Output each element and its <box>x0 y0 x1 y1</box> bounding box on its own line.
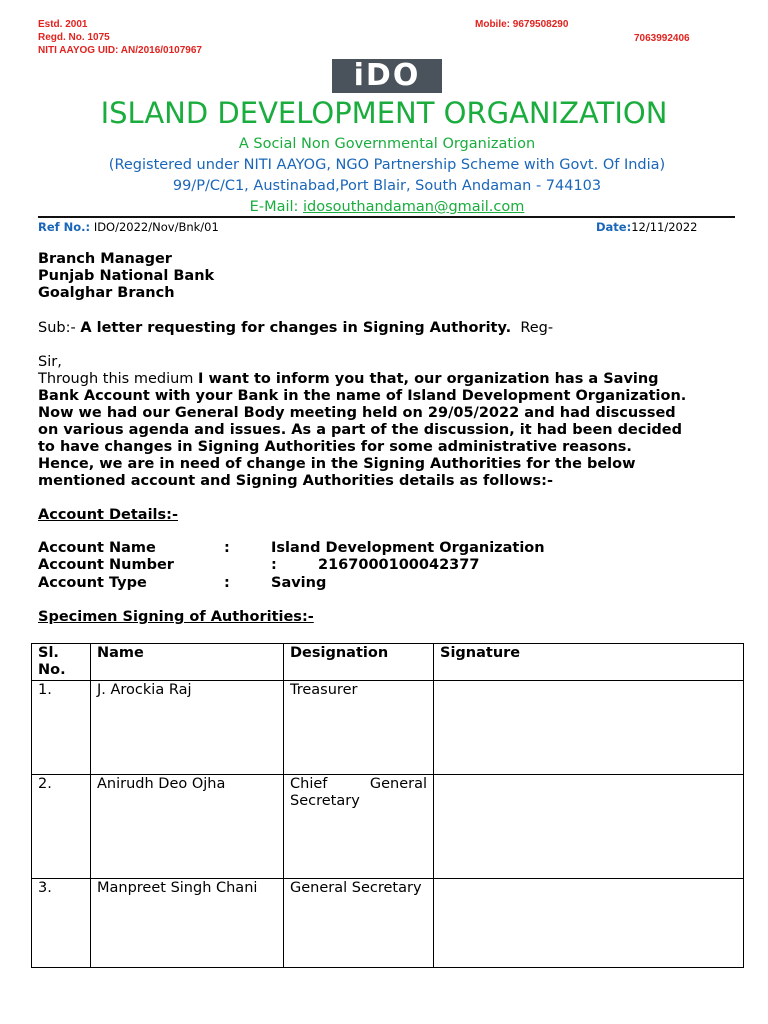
reference-number <box>38 220 219 234</box>
table-row <box>32 775 744 879</box>
body-line-5: to have changes in Signing Authorities for some administrative reasons. <box>38 439 632 455</box>
subject-suffix: Reg- <box>520 320 554 336</box>
recipient-title: Branch Manager <box>38 251 172 267</box>
account-number-label: Account Number <box>38 557 174 573</box>
account-details-heading: Account Details:- <box>38 507 178 523</box>
mobile-number: Mobile: 9679508290 <box>475 19 569 30</box>
row-designation: Treasurer <box>284 681 434 775</box>
body-bold-1: I want to inform you that, our organization has a Saving <box>198 371 659 387</box>
mobile-number-2: 7063992406 <box>634 33 690 44</box>
account-number-value: 2167000100042377 <box>318 557 480 573</box>
body-line-1 <box>38 371 731 388</box>
estd-text: Estd. 2001 <box>38 19 88 30</box>
row-designation: General Secretary <box>284 879 434 968</box>
header-divider <box>38 216 735 218</box>
table-row <box>32 879 744 968</box>
date-label: Date: <box>596 220 632 234</box>
date-value: 12/11/2022 <box>631 220 698 234</box>
email-label: E-Mail: <box>249 199 299 215</box>
body-line-2: Bank Account with your Bank in the name of Island Development Organization. <box>38 388 687 404</box>
recipient-bank: Punjab National Bank <box>38 268 215 284</box>
col-header-designation: Designation <box>284 644 434 681</box>
account-name-label: Account Name <box>38 540 156 556</box>
row-sl: 1. <box>32 681 91 775</box>
recipient-branch: Goalghar Branch <box>38 285 175 301</box>
account-number-sep: : <box>271 557 277 573</box>
regd-number: Regd. No. 1075 <box>38 32 110 43</box>
email-link[interactable]: idosouthandaman@gmail.com <box>303 199 525 215</box>
signature-box[interactable] <box>434 681 744 775</box>
ref-value: IDO/2022/Nov/Bnk/01 <box>93 220 219 234</box>
row-name: Anirudh Deo Ojha <box>91 775 284 879</box>
body-line-4: on various agenda and issues. As a part of the discussion, it had been decided <box>38 422 683 438</box>
body-line-7: mentioned account and Signing Authorities details as follows:- <box>38 473 553 489</box>
account-name-sep: : <box>224 540 230 556</box>
ido-logo: iDO <box>332 59 442 93</box>
letter-date <box>596 220 698 234</box>
email-line <box>0 197 768 218</box>
col-header-signature: Signature <box>434 644 744 681</box>
account-type-value: Saving <box>271 575 327 591</box>
account-name-value: Island Development Organization <box>271 540 545 556</box>
account-type-label: Account Type <box>38 575 147 591</box>
specimen-heading: Specimen Signing of Authorities:- <box>38 609 314 625</box>
niti-uid: NITI AAYOG UID: AN/2016/0107967 <box>38 45 202 56</box>
subject-text: A letter requesting for changes in Signing Authority. <box>80 320 512 336</box>
subject-line <box>38 320 553 337</box>
subject-prefix: Sub:- <box>38 320 76 336</box>
salutation: Sir, <box>38 354 62 370</box>
col-header-name: Name <box>91 644 284 681</box>
table-header-row <box>32 644 744 681</box>
account-type-sep: : <box>224 575 230 591</box>
body-line-3: Now we had our General Body meeting held on 29/05/2022 and had discussed <box>38 405 676 421</box>
col-header-sl: Sl. No. <box>32 644 91 681</box>
row-name: Manpreet Singh Chani <box>91 879 284 968</box>
tagline: A Social Non Governmental Organization <box>238 136 536 152</box>
registration-line: (Registered under NITI AAYOG, NGO Partnership Scheme with Govt. Of India) <box>108 157 666 173</box>
body-intro: Through this medium <box>38 371 194 387</box>
signature-box[interactable] <box>434 775 744 879</box>
body-paragraph <box>38 371 731 490</box>
signature-box[interactable] <box>434 879 744 968</box>
row-designation <box>284 775 434 879</box>
address-line: 99/P/C/C1, Austinabad,Port Blair, South Andaman - 744103 <box>172 178 602 194</box>
row-name: J. Arockia Raj <box>91 681 284 775</box>
designation-line-1: Chief General <box>290 776 427 792</box>
designation-line-2: Secretary <box>290 793 360 809</box>
table-row <box>32 681 744 775</box>
ref-label: Ref No.: <box>38 220 91 234</box>
body-line-6: Hence, we are in need of change in the Signing Authorities for the below <box>38 456 636 472</box>
organization-title: ISLAND DEVELOPMENT ORGANIZATION <box>100 96 668 130</box>
row-sl: 2. <box>32 775 91 879</box>
signatories-table <box>31 643 744 968</box>
row-sl: 3. <box>32 879 91 968</box>
